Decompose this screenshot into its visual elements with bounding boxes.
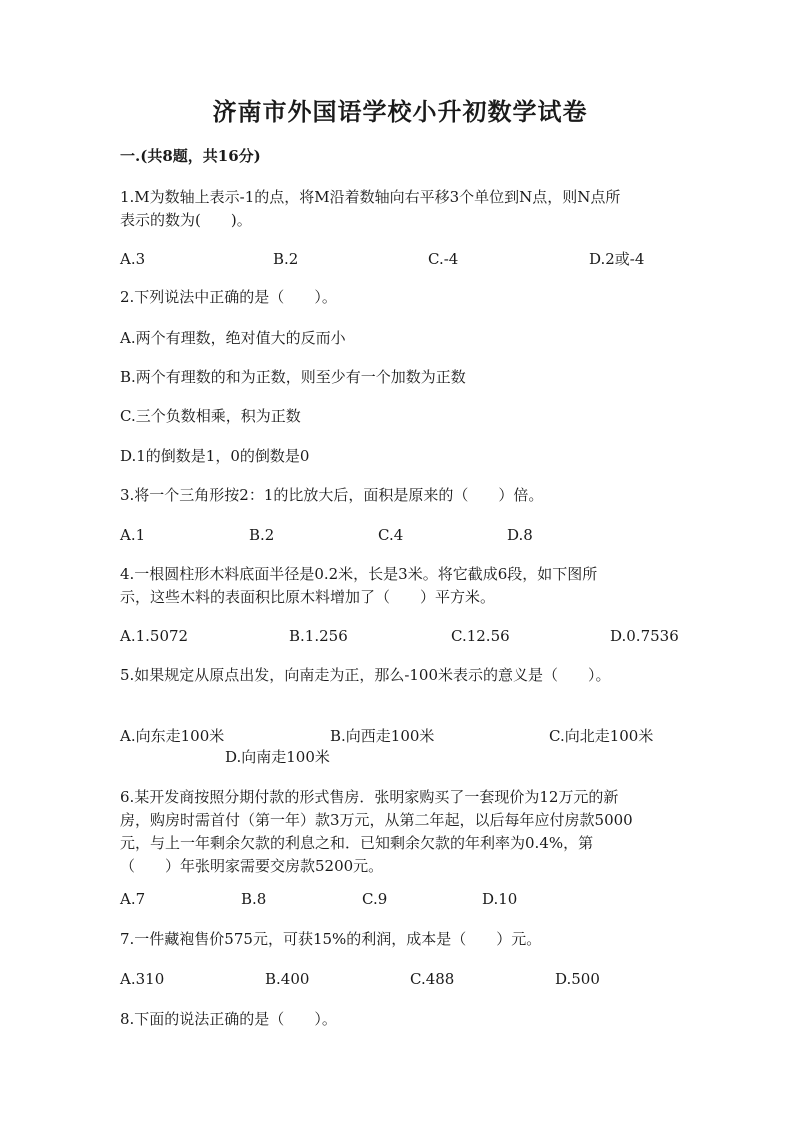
q4-option-b: B.1.256 [289,627,348,645]
q6-option-b: B.8 [241,890,267,908]
question-7-line-1: 7.一件藏袍售价575元，可获15%的利润，成本是（ ）元。 [120,930,542,948]
question-4-line-2: 示，这些木料的表面积比原木料增加了（ ）平方米。 [120,588,496,606]
q6-option-d: D.10 [482,890,518,908]
q6-option-a: A.7 [120,890,146,908]
q5-option-d: D.向南走100米 [225,748,330,766]
question-6-line-1: 6.某开发商按照分期付款的形式售房．张明家购买了一套现价为12万元的新 [120,788,619,806]
section-heading: 一.(共8题，共16分) [120,147,261,165]
question-6-line-4: （ ）年张明家需要交房款5200元。 [120,857,384,875]
q4-option-d: D.0.7536 [610,627,679,645]
exam-title: 济南市外国语学校小升初数学试卷 [212,97,588,126]
q4-option-c: C.12.56 [451,627,510,645]
q3-option-d: D.8 [507,526,533,544]
q2-option-c: C.三个负数相乘，积为正数 [120,407,301,425]
q6-option-c: C.9 [362,890,388,908]
q5-option-b: B.向西走100米 [330,727,435,745]
q2-option-d: D.1的倒数是1，0的倒数是0 [120,447,310,465]
q3-option-b: B.2 [249,526,275,544]
question-5-line-1: 5.如果规定从原点出发，向南走为正，那么-100米表示的意义是（ ）。 [120,666,611,684]
q1-option-c: C.-4 [428,250,459,268]
question-4-line-1: 4.一根圆柱形木料底面半径是0.2米，长是3米。将它截成6段，如下图所 [120,565,598,583]
q3-option-a: A.1 [120,526,146,544]
q5-option-c: C.向北走100米 [549,727,654,745]
question-6-line-2: 房，购房时需首付（第一年）款3万元，从第二年起，以后每年应付房款5000 [120,811,633,829]
question-1 [120,186,685,232]
question-6-line-3: 元，与上一年剩余欠款的利息之和．已知剩余欠款的年利率为0.4%，第 [120,834,594,852]
q5-option-a: A.向东走100米 [120,727,225,745]
q1-option-a: A.3 [120,250,146,268]
question-2-line-1: 2.下列说法中正确的是（ ）。 [120,288,337,306]
question-3 [120,484,685,507]
question-3-line-1: 3.将一个三角形按2：1的比放大后，面积是原来的（ ）倍。 [120,486,544,504]
q7-option-b: B.400 [265,970,310,988]
q7-option-c: C.488 [410,970,455,988]
question-5 [120,664,685,687]
q4-option-a: A.1.5072 [120,627,189,645]
q7-option-a: A.310 [120,970,165,988]
question-4 [120,563,685,609]
question-7 [120,928,685,951]
question-6 [120,786,685,878]
q3-option-c: C.4 [378,526,404,544]
question-8-line-1: 8.下面的说法正确的是（ ）。 [120,1010,337,1028]
q7-option-d: D.500 [555,970,600,988]
question-1-line-1: 1.M为数轴上表示-1的点，将M沿着数轴向右平移3个单位到N点，则N点所 [120,188,621,206]
q2-option-b: B.两个有理数的和为正数，则至少有一个加数为正数 [120,368,466,386]
q2-option-a: A.两个有理数，绝对值大的反而小 [120,329,346,347]
question-2 [120,286,685,309]
q1-option-b: B.2 [273,250,299,268]
question-1-line-2: 表示的数为( )。 [120,211,252,229]
q1-option-d: D.2或-4 [589,250,645,268]
question-8 [120,1008,685,1031]
